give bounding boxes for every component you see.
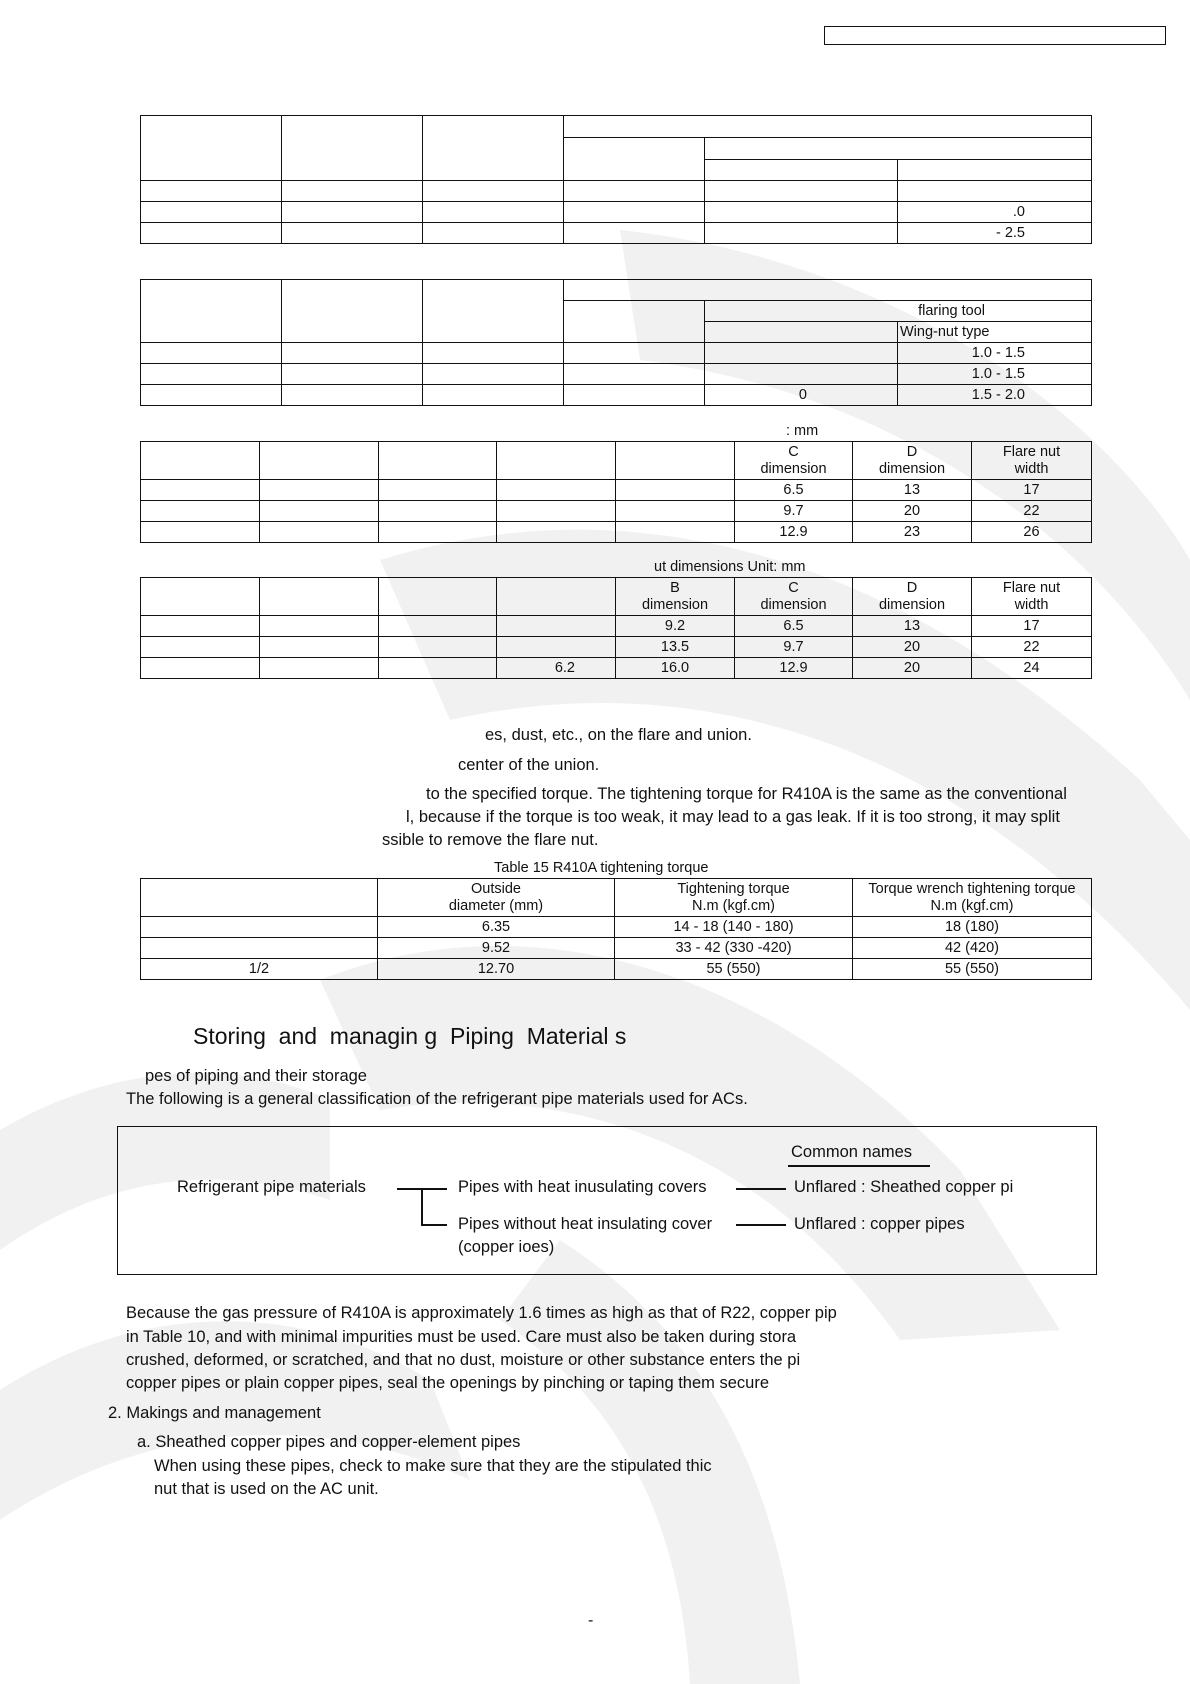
paragraph-line: in Table 10, and with minimal impurities must be used. Care must also be taken during stora [126,1328,797,1346]
table1-header-cell [141,116,282,181]
flaring-tool-header: flaring tool [705,301,1092,322]
table1-header-cell [705,160,898,181]
table-cell: 20 [853,658,972,679]
paragraph-line: Because the gas pressure of R410A is approximately 1.6 times as high as that of R22, copper pip [126,1304,837,1322]
table-cell [564,223,705,244]
table1-header-cell [282,116,423,181]
table-cell [260,637,379,658]
table1-header-cell [564,116,1092,138]
table-cell: 6.5 [735,616,853,637]
table2-header-cell [141,280,282,343]
table-header-cell [497,442,616,480]
table-header-cell [141,442,260,480]
table-header-cell: D dimension [853,442,972,480]
section-intro: The following is a general classification of the refrigerant pipe materials used for ACs. [126,1090,748,1108]
table-cell [141,637,260,658]
table-row [141,501,1092,522]
table-header-cell: C dimension [735,578,853,616]
table-cell: 6.35 [378,917,615,938]
common-names-heading: Common names [791,1143,913,1161]
table-cell [564,202,705,223]
table-cell: 17 [972,616,1092,637]
table-cell [497,616,616,637]
table-cell [564,385,705,406]
table-cell [141,616,260,637]
table-header-cell [379,578,497,616]
table2-header-cell [564,280,1092,301]
common-name-1: Unflared : Sheathed copper pi [794,1178,1014,1196]
table-header-cell [497,578,616,616]
table-cell [705,202,898,223]
tightening-torque-table [140,878,1092,980]
header-reference-box [824,26,1166,45]
table-cell [379,616,497,637]
table-cell: 18 (180) [853,917,1092,938]
table-cell [423,223,564,244]
table-cell: 0 [705,385,898,406]
table-cell: 14 - 18 (140 - 180) [615,917,853,938]
table-cell [260,658,379,679]
table-cell [282,223,423,244]
instruction-line: es, dust, etc., on the flare and union. [485,726,752,744]
table-cell [141,202,282,223]
table-row [141,616,1092,637]
table-row [141,385,1092,406]
table-cell: .0 [898,202,1092,223]
table-cell: 1.0 - 1.5 [898,364,1092,385]
table4-header-row [141,578,1092,616]
table-header-cell: D dimension [853,578,972,616]
table-row [141,223,1092,244]
table-cell: 23 [853,522,972,543]
table-cell: 1.0 - 1.5 [898,343,1092,364]
table-header-cell [260,578,379,616]
table-cell: 55 (550) [615,959,853,980]
flare-dimension-table-1 [140,115,1092,244]
table-cell: 16.0 [616,658,735,679]
table2-header-cell [705,322,898,343]
diagram-branch-2: Pipes without heat insulating cover [458,1215,713,1233]
table-cell [616,501,735,522]
flare-nut-dimension-table-4 [140,577,1092,679]
table-cell [141,364,282,385]
instruction-line: center of the union. [458,756,600,774]
section-subheading: pes of piping and their storage [145,1067,367,1085]
table-cell: 17 [972,480,1092,501]
table-cell [379,658,497,679]
table-cell: 12.9 [735,522,853,543]
table-row [141,917,1092,938]
table-cell [497,480,616,501]
table-header-cell: Torque wrench tightening torque N.m (kgf.cm) [853,879,1092,917]
table-cell [705,181,898,202]
section-title: Storing and managin g Piping Material s [193,1023,627,1049]
table-cell: 26 [972,522,1092,543]
table-cell [497,637,616,658]
table-cell [141,385,282,406]
table-header-cell: Flare nut width [972,442,1092,480]
table-header-cell: C dimension [735,442,853,480]
table2-header-cell [564,301,705,343]
table-cell [282,385,423,406]
table-cell: 9.2 [616,616,735,637]
branch2-connector [421,1224,447,1226]
table-cell [141,522,260,543]
table-cell [282,181,423,202]
table-row [141,522,1092,543]
diagram-branch-1: Pipes with heat inusulating covers [458,1178,707,1196]
table-cell: 13.5 [616,637,735,658]
flare-nut-dimension-table-3 [140,441,1092,543]
table-header-cell [616,442,735,480]
table-cell: 42 (420) [853,938,1092,959]
table-cell: 9.7 [735,501,853,522]
table-cell [260,480,379,501]
table-row [141,364,1092,385]
pipe-classification-diagram [117,1126,1097,1275]
table-cell [423,181,564,202]
table-cell: 22 [972,501,1092,522]
table-cell [423,364,564,385]
table-header-cell: B dimension [616,578,735,616]
table-cell: 13 [853,480,972,501]
table2-header-cell [423,280,564,343]
flare-dimension-table-2 [140,279,1092,406]
table-cell: 20 [853,637,972,658]
table-cell [282,364,423,385]
table-cell [423,202,564,223]
table-cell: 6.2 [497,658,616,679]
table-cell [141,658,260,679]
table-row [141,202,1092,223]
table-cell [282,343,423,364]
table-row [141,480,1092,501]
table-cell [564,364,705,385]
table-cell [705,343,898,364]
table-cell [379,480,497,501]
table-header-cell: Outside diameter (mm) [378,879,615,917]
wing-nut-type-header: Wing-nut type [898,322,1092,343]
page-number: - [588,1612,594,1629]
table-cell [423,385,564,406]
common-name-2: Unflared : copper pipes [794,1215,965,1233]
instruction-line: to the specified torque. The tightening torque for R410A is the same as the conventional [426,785,1067,803]
table-cell [141,501,260,522]
table-header-cell [141,879,378,917]
table-cell [497,522,616,543]
table-cell: 9.7 [735,637,853,658]
table15-caption: Table 15 R410A tightening torque [494,860,709,876]
table3-caption: : mm [786,423,819,439]
list-item-a-text: When using these pipes, check to make sure that they are the stipulated thic [154,1457,712,1475]
table-cell [141,223,282,244]
table-cell: 9.52 [378,938,615,959]
table-row [141,938,1092,959]
table-cell [282,202,423,223]
table-cell [705,223,898,244]
table-header-cell [379,442,497,480]
table-row [141,637,1092,658]
table-cell [379,501,497,522]
instruction-line: l, because if the torque is too weak, it may lead to a gas leak. If it is too strong, it may split [406,808,1060,826]
table-header-cell: Flare nut width [972,578,1092,616]
table-cell [260,522,379,543]
table-header-cell [260,442,379,480]
table-cell: 6.5 [735,480,853,501]
paragraph-line: crushed, deformed, or scratched, and that no dust, moisture or other substance enters the pi [126,1351,801,1369]
common-names-underline [788,1165,930,1167]
table15-header-row [141,879,1092,917]
table-cell: 55 (550) [853,959,1092,980]
table-cell: 33 - 42 (330 -420) [615,938,853,959]
table-cell [898,181,1092,202]
name1-connector [736,1188,786,1190]
table-cell [260,501,379,522]
instruction-line: ssible to remove the flare nut. [382,831,599,849]
table-cell [260,616,379,637]
list-item-a-text: nut that is used on the AC unit. [154,1480,379,1498]
table-cell [379,522,497,543]
table2-header-row-1 [141,280,1092,301]
table-cell [564,181,705,202]
table-cell [616,480,735,501]
paragraph-line: copper pipes or plain copper pipes, seal the openings by pinching or taping them secure [126,1374,769,1392]
table-cell: 12.70 [378,959,615,980]
table-header-cell: Tightening torque N.m (kgf.cm) [615,879,853,917]
name2-connector [736,1224,786,1226]
table-cell: - 2.5 [898,223,1092,244]
list-item-a: a. Sheathed copper pipes and copper-element pipes [137,1433,521,1451]
list-item-2: 2. Makings and management [108,1404,321,1422]
table-cell: 22 [972,637,1092,658]
table3-header-row [141,442,1092,480]
table-cell [141,917,378,938]
table-cell [141,343,282,364]
table-cell: 12.9 [735,658,853,679]
table-cell [423,343,564,364]
table1-header-cell [564,138,705,181]
table-cell: 20 [853,501,972,522]
table1-header-cell [705,138,1092,160]
diagram-branch-2-sub: (copper ioes) [458,1238,555,1256]
table-cell [379,637,497,658]
table-cell [705,364,898,385]
table1-header-row-1 [141,116,1092,138]
table-cell [564,343,705,364]
table-cell: 1.5 - 2.0 [898,385,1092,406]
table-row [141,658,1092,679]
table-cell: 13 [853,616,972,637]
table-cell [141,938,378,959]
table1-header-cell [898,160,1092,181]
diagram-root-label: Refrigerant pipe materials [177,1178,366,1196]
table-cell [141,181,282,202]
table-cell [616,522,735,543]
branch-vertical-connector [421,1188,423,1225]
table-row [141,343,1092,364]
table4-caption: ut dimensions Unit: mm [654,559,806,575]
table-row [141,959,1092,980]
table2-header-cell [282,280,423,343]
table-cell [141,480,260,501]
table-row [141,181,1092,202]
table-cell: 1/2 [141,959,378,980]
table-cell [497,501,616,522]
table-header-cell [141,578,260,616]
table1-header-cell [423,116,564,181]
table-cell: 24 [972,658,1092,679]
